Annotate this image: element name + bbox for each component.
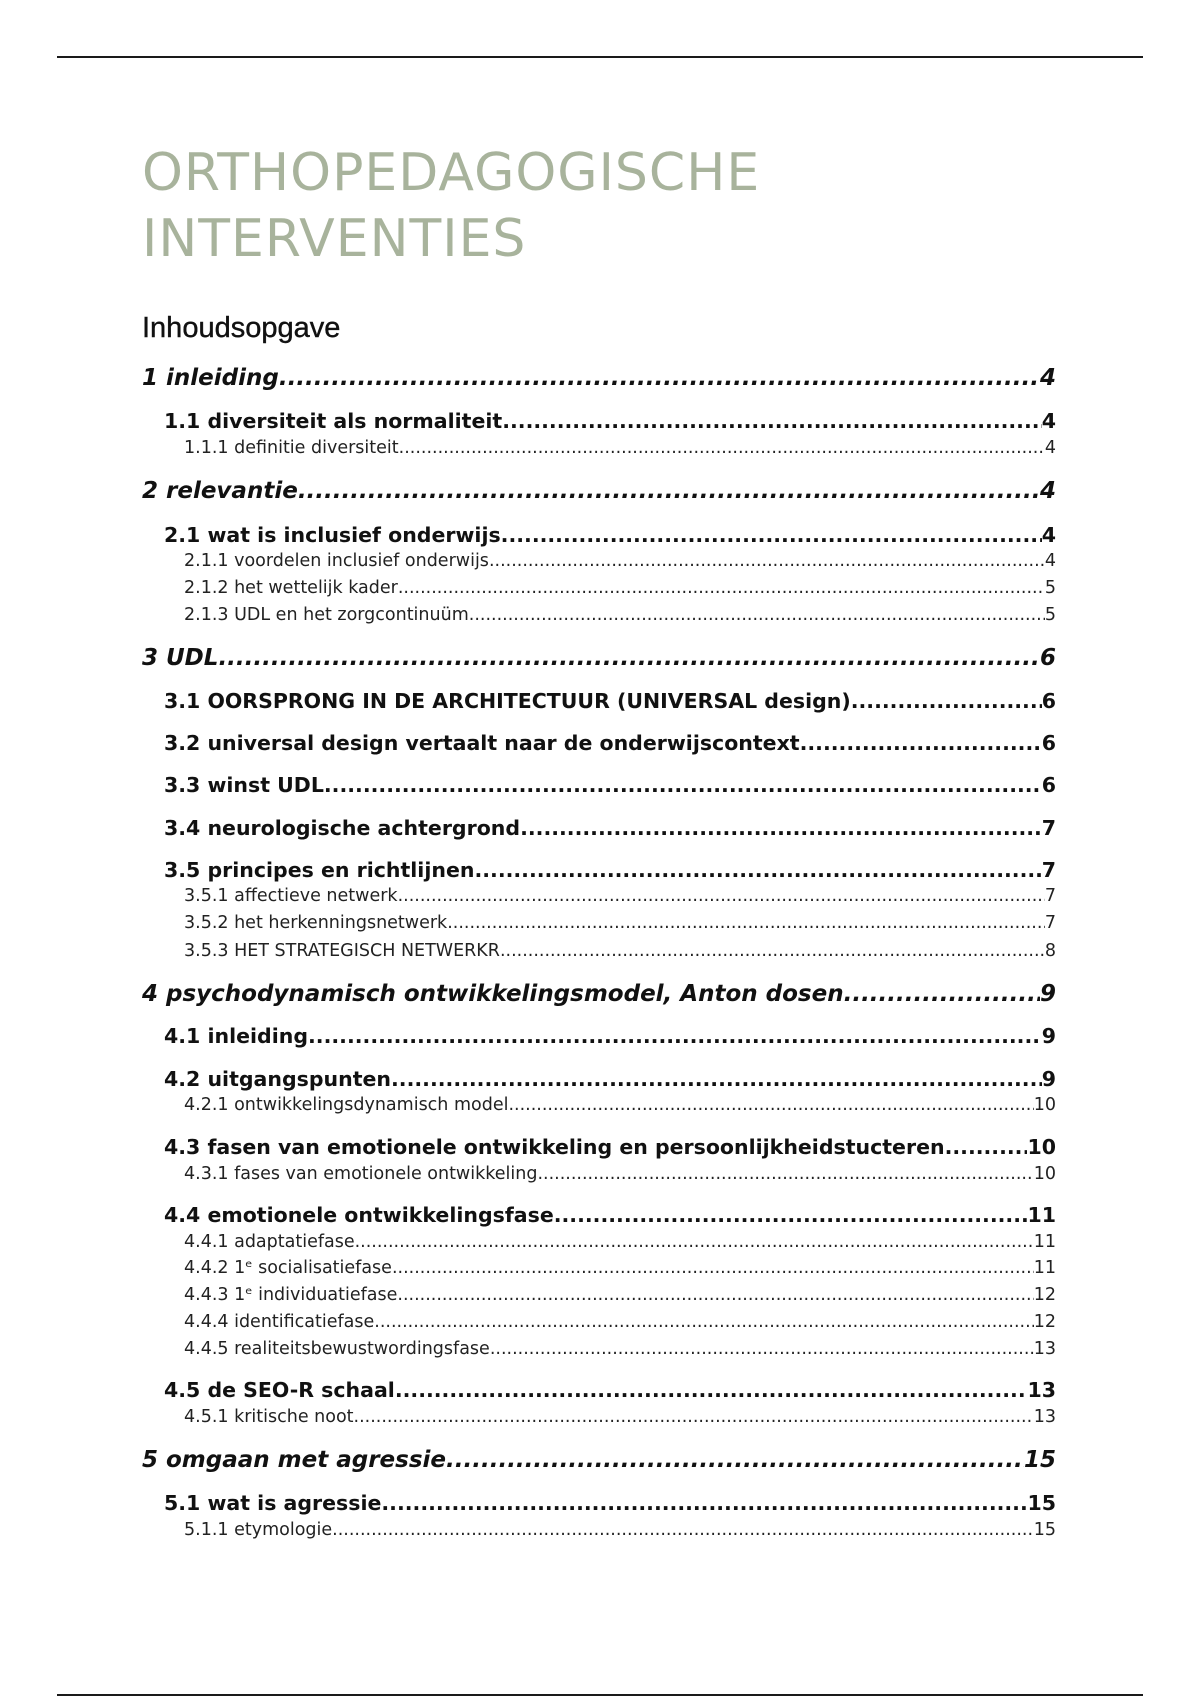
toc-entry-label: 4.3 fasen van emotionele ontwikkeling en persoonlijkheidstucteren	[164, 1135, 945, 1159]
toc-page-number: 9	[1039, 981, 1056, 1007]
toc-entry-level-1[interactable]	[142, 978, 1056, 1010]
toc-entry-label: 5.1.1 etymologie	[184, 1520, 333, 1540]
toc-entry-level-2[interactable]	[164, 1132, 1056, 1162]
toc-entry-label: 4.2 uitgangspunten	[164, 1067, 392, 1091]
toc-dot-leader	[399, 435, 1045, 461]
toc-dot-leader	[446, 1444, 1024, 1476]
toc-entry-level-3[interactable]	[184, 435, 1056, 461]
toc-entry-label: 4.5 de SEO-R schaal	[164, 1378, 395, 1402]
toc-entry-label: 4 psychodynamisch ontwikkelingsmodel, Anton dosen	[142, 981, 844, 1007]
toc-entry-label: 4.3.1 fases van emotionele ontwikkeling	[184, 1164, 538, 1184]
toc-entry-level-3[interactable]	[184, 938, 1056, 964]
toc-dot-leader	[800, 728, 1042, 758]
toc-entry-level-2[interactable]	[164, 855, 1056, 885]
toc-page-number: 4	[1044, 551, 1056, 571]
toc-entry-label: 5 omgaan met agressie	[142, 1447, 447, 1473]
toc-page-number: 6	[1041, 731, 1056, 755]
toc-entry-level-2[interactable]	[164, 406, 1056, 436]
toc-dot-leader	[474, 855, 1041, 885]
toc-entry-label: 3.1 OORSPRONG IN DE ARCHITECTUUR (UNIVERSAL design)	[164, 689, 851, 713]
toc-entry-label: 3.5.1 affectieve netwerk	[184, 886, 398, 906]
toc-dot-leader	[554, 1200, 1028, 1230]
toc-entry-label: 3.5.2 het herkenningsnetwerk	[184, 913, 448, 933]
toc-entry-label: 3 UDL	[142, 645, 219, 671]
toc-page-number: 13	[1033, 1339, 1056, 1359]
toc-page-number: 7	[1041, 858, 1056, 882]
toc-dot-leader	[398, 575, 1045, 601]
toc-entry-level-1[interactable]	[142, 475, 1056, 507]
toc-entry-level-1[interactable]	[142, 642, 1056, 674]
toc-page-number: 15	[1033, 1520, 1056, 1540]
toc-page-number: 4	[1039, 478, 1056, 504]
toc-entry-level-3[interactable]	[184, 1404, 1056, 1430]
toc-entry-label: 4.4.5 realiteitsbewustwordingsfase	[184, 1339, 490, 1359]
toc-entry-label: 4.4 emotionele ontwikkelingsfase	[164, 1203, 554, 1227]
toc-page-number: 9	[1041, 1024, 1056, 1048]
toc-entry-level-3[interactable]	[184, 883, 1056, 909]
toc-page-number: 10	[1033, 1095, 1056, 1115]
toc-dot-leader	[508, 1092, 1033, 1118]
toc-page-number: 4	[1041, 409, 1056, 433]
toc-dot-leader	[298, 475, 1040, 507]
toc-entry-level-1[interactable]	[142, 362, 1056, 394]
toc-page-number: 6	[1039, 645, 1056, 671]
toc-entry-label: 4.2.1 ontwikkelingsdynamisch model	[184, 1095, 509, 1115]
toc-entry-level-2[interactable]	[164, 1064, 1056, 1094]
toc-entry-level-3[interactable]	[184, 1161, 1056, 1187]
toc-entry-label: 3.4 neurologische achtergrond	[164, 816, 521, 840]
toc-dot-leader	[374, 1309, 1033, 1335]
toc-dot-leader	[502, 406, 1042, 436]
toc-dot-leader	[500, 938, 1045, 964]
toc-dot-leader	[489, 548, 1045, 574]
toc-entry-label: 3.5.3 HET STRATEGISCH NETWERKR	[184, 941, 500, 961]
toc-page-number: 15	[1027, 1491, 1056, 1515]
toc-page-number: 11	[1027, 1203, 1056, 1227]
document-title-line-1: ORTHOPEDAGOGISCHE	[142, 143, 761, 203]
toc-page-number: 15	[1023, 1447, 1056, 1473]
toc-dot-leader	[945, 1132, 1028, 1162]
toc-entry-level-2[interactable]	[164, 686, 1056, 716]
toc-dot-leader	[391, 1064, 1042, 1094]
toc-dot-leader	[537, 1161, 1033, 1187]
document-title-line-2: INTERVENTIES	[142, 209, 527, 269]
toc-page-number: 11	[1033, 1258, 1056, 1278]
toc-entry-level-3[interactable]	[184, 1255, 1056, 1281]
toc-entry-level-3[interactable]	[184, 1282, 1056, 1308]
toc-page-number: 10	[1033, 1164, 1056, 1184]
toc-page-number: 8	[1044, 941, 1056, 961]
toc-entry-label: 4.4.2 1ᵉ socialisatiefase	[184, 1258, 392, 1278]
toc-page-number: 6	[1041, 773, 1056, 797]
toc-dot-leader	[490, 1336, 1034, 1362]
toc-page-number: 4	[1044, 438, 1056, 458]
toc-entry-label: 3.3 winst UDL	[164, 773, 324, 797]
toc-entry-level-3[interactable]	[184, 1336, 1056, 1362]
toc-entry-label: 4.4.1 adaptatiefase	[184, 1232, 355, 1252]
toc-entry-level-3[interactable]	[184, 1517, 1056, 1543]
toc-page-number: 4	[1041, 523, 1056, 547]
toc-entry-level-2[interactable]	[164, 728, 1056, 758]
toc-dot-leader	[279, 362, 1040, 394]
toc-entry-label: 4.4.4 identificatiefase	[184, 1312, 375, 1332]
toc-entry-level-3[interactable]	[184, 910, 1056, 936]
toc-page-number: 13	[1033, 1407, 1056, 1427]
toc-entry-level-2[interactable]	[164, 813, 1056, 843]
toc-dot-leader	[520, 813, 1042, 843]
toc-dot-leader	[844, 978, 1040, 1010]
toc-entry-label: 3.2 universal design vertaalt naar de onderwijscontext	[164, 731, 800, 755]
toc-page-number: 5	[1044, 605, 1056, 625]
toc-page-number: 6	[1041, 689, 1056, 713]
toc-entry-label: 2 relevantie	[142, 478, 298, 504]
toc-page-number: 4	[1039, 365, 1056, 391]
toc-entry-label: 4.4.3 1ᵉ individuatiefase	[184, 1285, 398, 1305]
toc-page-number: 12	[1033, 1285, 1056, 1305]
toc-dot-leader	[218, 642, 1040, 674]
toc-entry-label: 3.5 principes en richtlijnen	[164, 858, 475, 882]
toc-dot-leader	[501, 520, 1042, 550]
toc-entry-label: 4.1 inleiding	[164, 1024, 309, 1048]
toc-page-number: 13	[1027, 1378, 1056, 1402]
toc-entry-level-2[interactable]	[164, 770, 1056, 800]
toc-entry-level-3[interactable]	[184, 1092, 1056, 1118]
toc-entry-label: 4.5.1 kritische noot	[184, 1407, 354, 1427]
toc-page-number: 7	[1041, 816, 1056, 840]
toc-dot-leader	[469, 602, 1045, 628]
toc-dot-leader	[354, 1404, 1034, 1430]
toc-page-number: 5	[1044, 578, 1056, 598]
toc-entry-level-3[interactable]	[184, 548, 1056, 574]
toc-page-number: 7	[1044, 886, 1056, 906]
toc-dot-leader	[395, 1375, 1028, 1405]
toc-page-number: 10	[1027, 1135, 1056, 1159]
toc-dot-leader	[381, 1488, 1027, 1518]
toc-page-number: 12	[1033, 1312, 1056, 1332]
toc-page-number: 7	[1044, 913, 1056, 933]
toc-entry-level-2[interactable]	[164, 1488, 1056, 1518]
toc-entry-label: 2.1.2 het wettelijk kader	[184, 578, 398, 598]
toc-entry-level-1[interactable]	[142, 1444, 1056, 1476]
bottom-rule	[57, 1694, 1143, 1696]
toc-entry-level-2[interactable]	[164, 1021, 1056, 1051]
toc-dot-leader	[851, 686, 1042, 716]
toc-entry-level-3[interactable]	[184, 602, 1056, 628]
toc-entry-label: 5.1 wat is agressie	[164, 1491, 382, 1515]
toc-dot-leader	[324, 770, 1042, 800]
toc-entry-level-3[interactable]	[184, 575, 1056, 601]
toc-dot-leader	[392, 1255, 1034, 1281]
toc-entry-label: 1.1 diversiteit als normaliteit	[164, 409, 503, 433]
toc-entry-level-2[interactable]	[164, 1375, 1056, 1405]
toc-page-number: 11	[1033, 1232, 1056, 1252]
toc-dot-leader	[355, 1229, 1034, 1255]
toc-entry-label: 2.1.1 voordelen inclusief onderwijs	[184, 551, 489, 571]
toc-dot-leader	[398, 883, 1045, 909]
toc-entry-level-2[interactable]	[164, 1200, 1056, 1230]
toc-entry-level-3[interactable]	[184, 1309, 1056, 1335]
toc-entry-level-2[interactable]	[164, 520, 1056, 550]
toc-page-number: 9	[1041, 1067, 1056, 1091]
toc-entry-label: 2.1 wat is inclusief onderwijs	[164, 523, 501, 547]
toc-entry-label: 1.1.1 definitie diversiteit	[184, 438, 399, 458]
toc-entry-level-3[interactable]	[184, 1229, 1056, 1255]
toc-heading: Inhoudsopgave	[142, 312, 341, 344]
toc-entry-label: 1 inleiding	[142, 365, 279, 391]
toc-dot-leader	[447, 910, 1045, 936]
toc-dot-leader	[308, 1021, 1042, 1051]
toc-entry-label: 2.1.3 UDL en het zorgcontinuüm	[184, 605, 469, 625]
toc-dot-leader	[332, 1517, 1034, 1543]
toc-dot-leader	[397, 1282, 1033, 1308]
